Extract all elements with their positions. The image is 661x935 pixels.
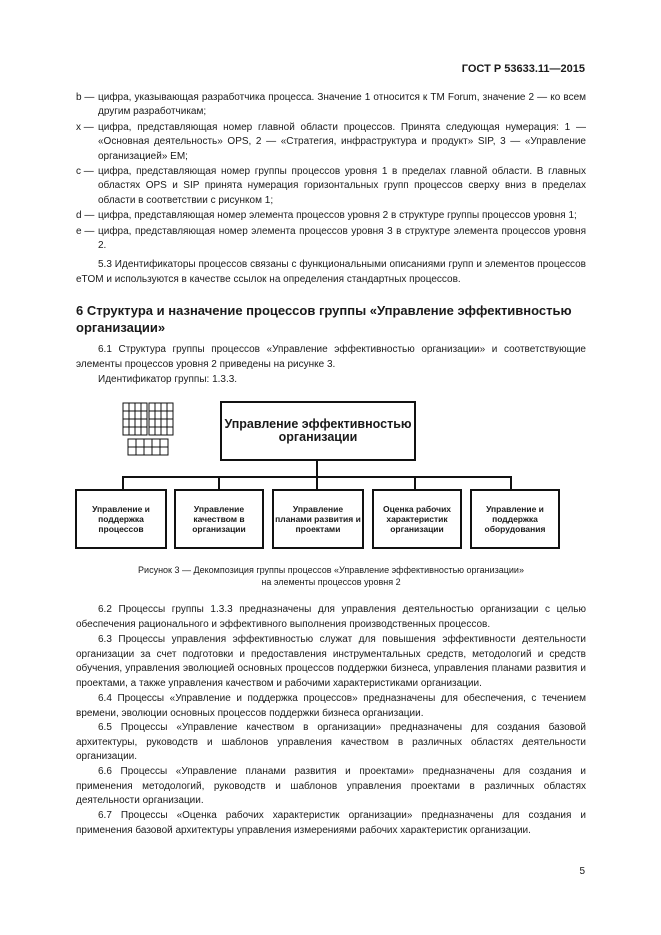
sub-process-box: Управление и поддержка процессов <box>75 489 167 549</box>
list-item-label: c — <box>76 166 94 178</box>
list-item-label: e — <box>76 225 95 237</box>
caption-line: Рисунок 3 — Декомпозиция группы процессов «Управление эффективностью организации» <box>138 565 524 575</box>
figure-caption <box>76 565 586 588</box>
list-item <box>76 165 586 208</box>
paragraph-5-3: 5.3 Идентификаторы процессов связаны с функциональными описаниями групп и элементов процессов eTOM и используются в качестве ссылок на определения стандартных процессов. <box>76 259 586 285</box>
page-number: 5 <box>579 866 585 877</box>
identifier-legend-list <box>76 91 586 254</box>
sub-process-box: Оценка рабочих характеристик организации <box>372 489 462 549</box>
process-grid-icon <box>122 402 178 458</box>
decomposition-diagram <box>70 396 590 558</box>
paragraph-6-3: 6.3 Процессы управления эффективностью служат для повышения эффективности деятельности организации за счет подготовки и предоставления инструментальных средств, методологий и средств обучения, управления эволюцией основных процессов поддержки бизнеса, управления планами развития и проектами, а также управления качеством и рабочими характеристиками организации. <box>76 634 586 689</box>
connector-drop <box>316 476 318 490</box>
section-heading: 6 Структура и назначение процессов группы «Управление эффективностью организации» <box>76 303 572 335</box>
caption-line: на элементы процессов уровня 2 <box>261 576 401 587</box>
list-item-text: цифра, представляющая номер элемента процессов уровня 2 в структуре группы процессов уровня 1; <box>98 210 577 222</box>
paragraph-6-6: 6.6 Процессы «Управление планами развития и проектами» предназначены для создания и применения методологий, руководств и шаблонов управления проектами в различных областях деятельности организации. <box>76 766 586 807</box>
list-item-text: цифра, представляющая номер элемента процессов уровня 3 в структуре элемента процессов уровня 2. <box>98 225 586 252</box>
paragraph-6-1: 6.1 Структура группы процессов «Управление эффективностью организации» и соответствующие элементы процессов уровня 2 приведены на рисунке 3. <box>76 344 586 370</box>
document-header: ГОСТ Р 53633.11—2015 <box>461 63 585 75</box>
connector-drop <box>122 476 124 490</box>
list-item-label: d — <box>76 210 95 222</box>
sub-process-box: Управление и поддержка оборудования <box>470 489 560 549</box>
list-item <box>76 209 586 223</box>
group-identifier: Идентификатор группы: 1.3.3. <box>98 374 238 385</box>
paragraph-6-7: 6.7 Процессы «Оценка рабочих характеристик организации» предназначены для создания и применения базовой архитектуры управления измерениями рабочих характеристик организации. <box>76 810 586 836</box>
paragraph-6-2: 6.2 Процессы группы 1.3.3 предназначены для управления деятельностью организации с целью обеспечения рационального и эффективного выполнения производственных процессов. <box>76 604 586 630</box>
list-item-label: b — <box>76 92 95 103</box>
list-item-text: цифра, представляющая номер группы процессов уровня 1 в пределах главной области. В главных областях OPS и SIP принята нумерация горизонтальных групп процессов сверху вниз в пределах области в соответствии с рисунком 1; <box>98 166 586 206</box>
connector-drop <box>510 476 512 490</box>
paragraph-6-5: 6.5 Процессы «Управление качеством в организации» предназначены для создания базовой архитектуры, руководств и шаблонов управления качеством в различных областях деятельности организации. <box>76 722 586 763</box>
list-item <box>76 91 586 120</box>
paragraph-6-4: 6.4 Процессы «Управление и поддержка процессов» предназначены для обеспечения, с течением времени, эволюции основных процессов поддержки бизнеса организации. <box>76 693 586 719</box>
connector-drop <box>414 476 416 490</box>
sub-process-box: Управление качеством в организации <box>174 489 264 549</box>
list-item-text: цифра, указывающая разработчика процесса. Значение 1 относится к TM Forum, значение 2 — ко всем другим разработчикам; <box>98 92 586 118</box>
list-item-label: x — <box>76 121 94 133</box>
sub-process-box: Управление планами развития и проектами <box>272 489 364 549</box>
list-item <box>76 121 586 164</box>
list-item <box>76 225 586 254</box>
list-item-text: цифра, представляющая номер главной области процессов. Принята следующая нумерация: 1 — «Основная деятельность» OPS, 2 — «Стратегия, инфраструктура и продукт» SIP, 3 — «Управление организацией» EM; <box>98 121 586 162</box>
connector-drop <box>218 476 220 490</box>
connector-vertical-main <box>316 459 318 477</box>
main-process-box: Управление эффективностью организации <box>220 401 416 461</box>
